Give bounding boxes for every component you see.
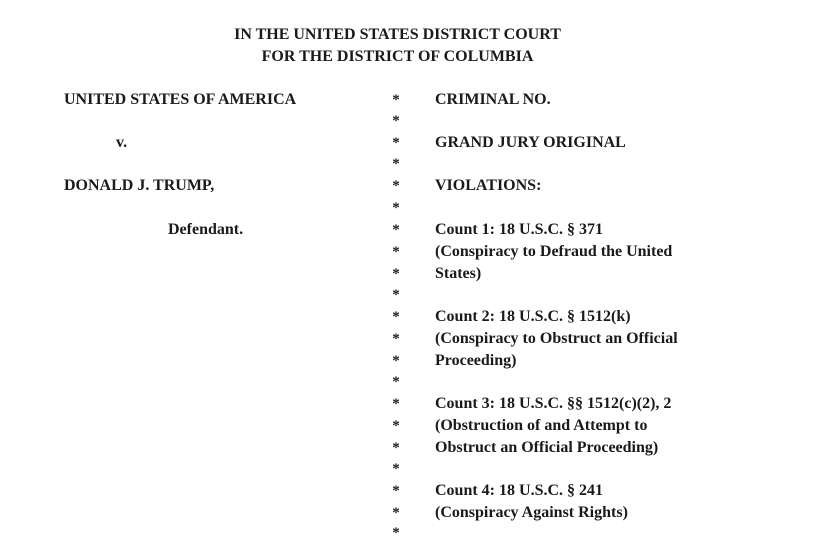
court-heading-line-2: FOR THE DISTRICT OF COLUMBIA [261,48,534,65]
separator-asterisk: * [392,374,400,390]
count-4-description: (Conspiracy Against Rights) [435,504,628,521]
criminal-number-label: CRIMINAL NO. [435,91,551,108]
count-1-statute: Count 1: 18 U.S.C. § 371 [435,221,604,238]
grand-jury-label: GRAND JURY ORIGINAL [435,134,626,151]
count-3-description: (Obstruction of and Attempt to [435,417,648,434]
separator-asterisk: * [392,287,400,303]
count-2-description-cont: Proceeding) [435,352,517,369]
separator-asterisk: * [392,461,400,477]
separator-asterisk: * [392,200,400,216]
separator-asterisk: * [392,92,400,108]
separator-asterisk: * [392,440,400,456]
count-1-description-cont: States) [435,265,482,282]
count-2-statute: Count 2: 18 U.S.C. § 1512(k) [435,308,631,325]
count-3-statute: Count 3: 18 U.S.C. §§ 1512(c)(2), 2 [435,395,672,412]
count-2-description: (Conspiracy to Obstruct an Official [435,330,678,347]
plaintiff-name: UNITED STATES OF AMERICA [64,91,297,108]
separator-asterisk: * [392,353,400,369]
separator-asterisk: * [392,418,400,434]
defendant-label: Defendant. [168,221,244,238]
separator-asterisk: * [392,266,400,282]
separator-asterisk: * [392,331,400,347]
separator-asterisk: * [392,396,400,412]
separator-asterisk: * [392,505,400,521]
separator-asterisk: * [392,178,400,194]
court-heading-line-1: IN THE UNITED STATES DISTRICT COURT [234,26,561,43]
defendant-name: DONALD J. TRUMP, [64,177,215,194]
separator-asterisk: * [392,156,400,172]
count-1-description: (Conspiracy to Defraud the United [435,243,673,260]
count-3-description-cont: Obstruct an Official Proceeding) [435,439,659,456]
separator-asterisk: * [392,309,400,325]
separator-asterisk: * [392,113,400,129]
court-heading [0,24,795,68]
count-4-statute: Count 4: 18 U.S.C. § 241 [435,482,604,499]
violations-heading: VIOLATIONS: [435,177,542,194]
separator-asterisk: * [392,244,400,260]
separator-asterisk: * [392,525,400,541]
versus-label: v. [116,134,128,151]
separator-asterisk: * [392,222,400,238]
separator-asterisk: * [392,483,400,499]
separator-asterisk: * [392,135,400,151]
